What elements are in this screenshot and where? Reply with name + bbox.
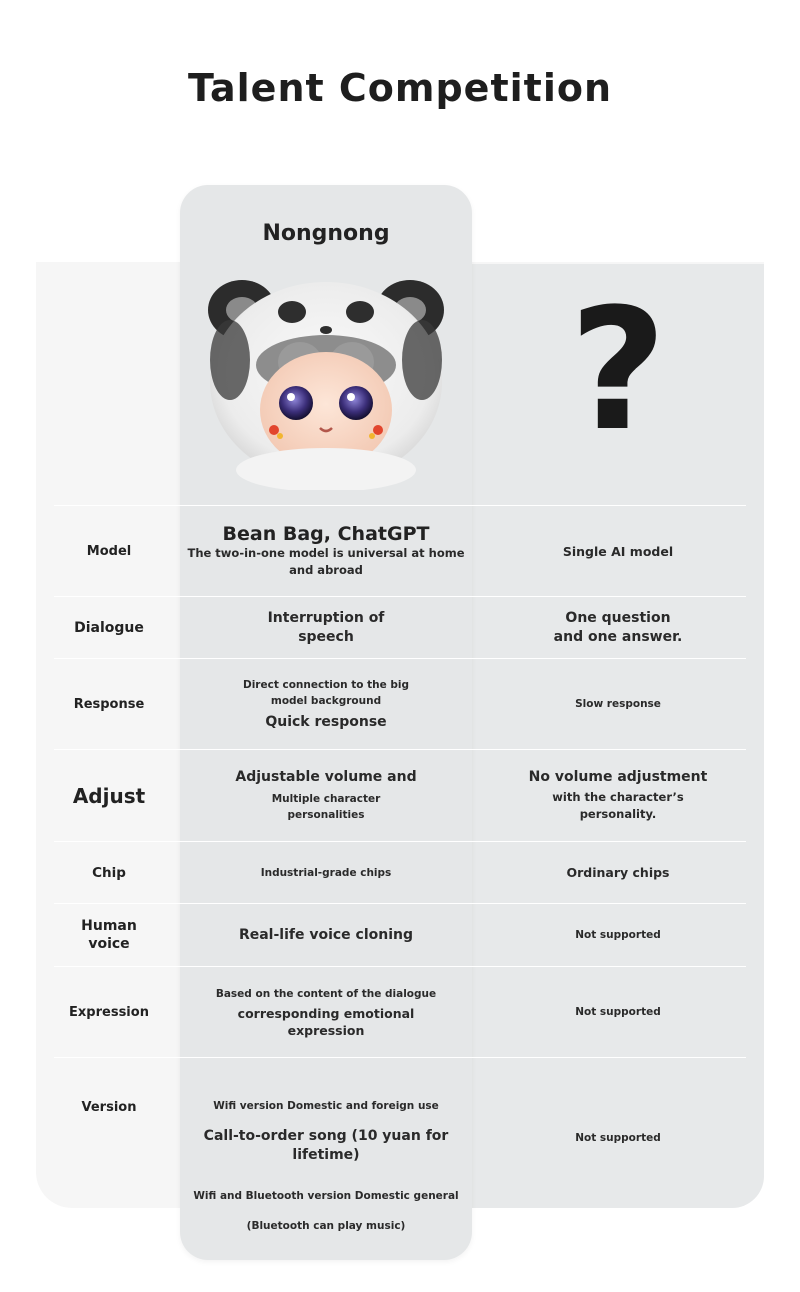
- row-label-human-voice: Human voice: [81, 918, 137, 952]
- competitor-adjust-cell: No volume adjustment with the character’s personality.: [528, 769, 708, 821]
- competitor-model-cell: Single AI model: [562, 543, 674, 559]
- row-label-version: Version: [81, 1099, 137, 1115]
- product-version-bluetooth: Wifi and Bluetooth version Domestic general: [193, 1190, 459, 1202]
- row-label-expression: Expression: [69, 1004, 149, 1020]
- row-label-chip: Chip: [92, 864, 126, 881]
- row-label-dialogue: Dialogue: [74, 619, 144, 636]
- competitor-human-voice-cell: Not supported: [575, 929, 661, 941]
- product-response-cell: Direct connection to the big model background Quick response: [242, 678, 409, 730]
- row-label-adjust: Adjust: [72, 783, 146, 808]
- competitor-version-cell: Not supported: [575, 1132, 661, 1144]
- product-version-bluetooth-note: (Bluetooth can play music): [246, 1220, 406, 1232]
- product-version-wifi: Wifi version Domestic and foreign use: [213, 1100, 439, 1112]
- page-title: Talent Competition: [187, 66, 612, 110]
- product-version-song: Call-to-order song (10 yuan for lifetime): [203, 1128, 449, 1163]
- product-model-cell: Bean Bag, ChatGPT The two-in-one model is universal at home and abroad: [187, 523, 465, 577]
- product-expression-cell: Based on the content of the dialogue corresponding emotional expression: [215, 987, 437, 1038]
- competitor-chip-cell: Ordinary chips: [566, 865, 670, 880]
- competitor-response-cell: Slow response: [575, 698, 661, 710]
- panda-hood-doll-image: [200, 270, 452, 490]
- product-dialogue-cell: Interruption of speech: [267, 609, 385, 645]
- row-label-model: Model: [86, 543, 132, 559]
- product-human-voice-cell: Real-life voice cloning: [238, 926, 414, 943]
- product-adjust-cell: Adjustable volume and Multiple character personalities: [235, 769, 417, 821]
- product-chip-cell: Industrial-grade chips: [260, 866, 392, 879]
- competitor-question-mark: ?: [569, 272, 667, 468]
- row-label-response: Response: [73, 696, 145, 712]
- competitor-expression-cell: Not supported: [575, 1006, 661, 1018]
- competitor-dialogue-cell: One question and one answer.: [553, 609, 683, 645]
- product-name: Nongnong: [262, 221, 390, 246]
